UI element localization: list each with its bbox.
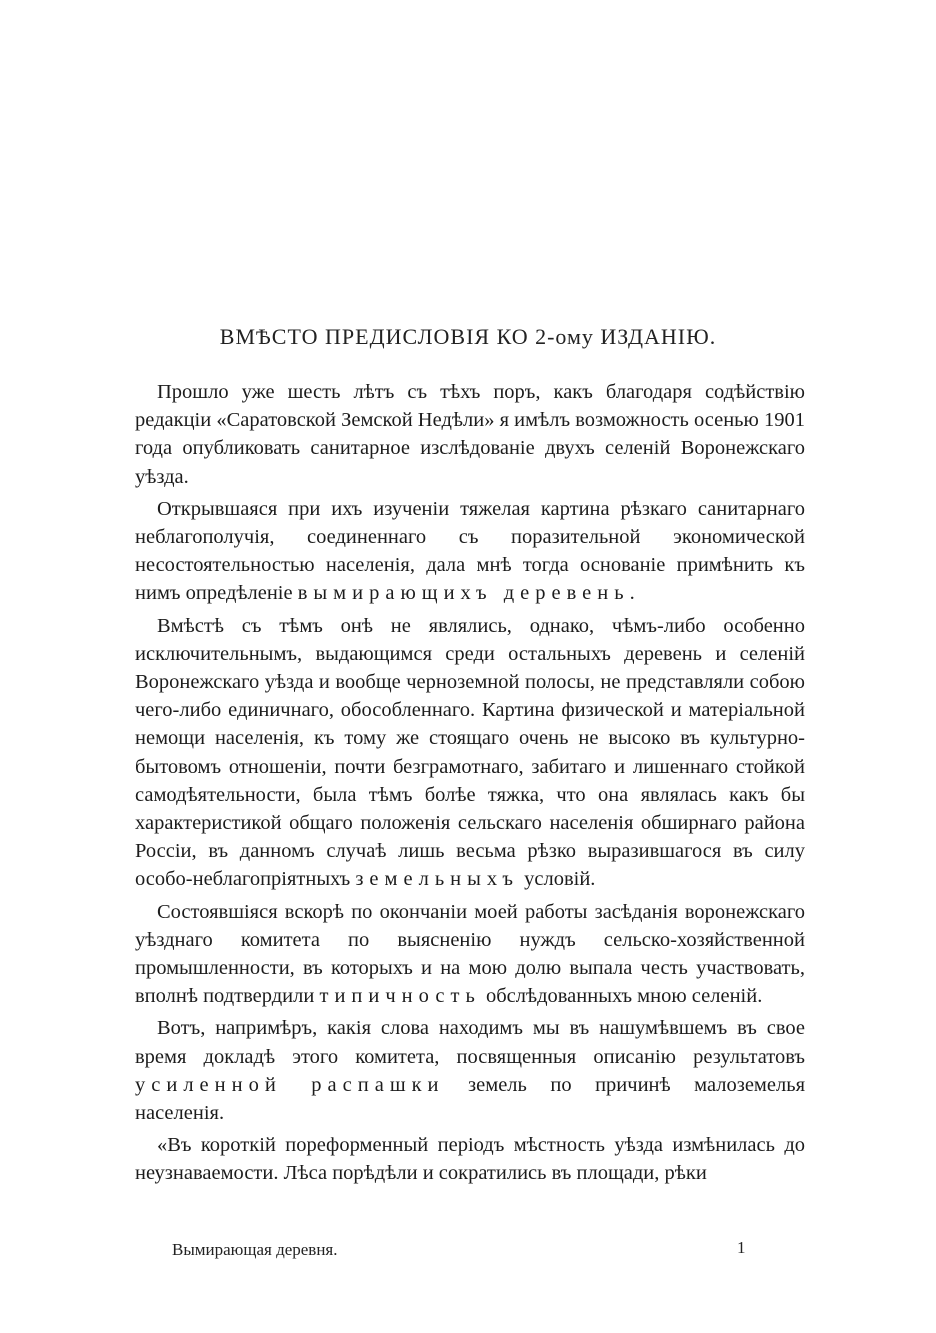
paragraph-text: Состоявшіяся вскорѣ по окончаніи моей работы засѣданія воронежскаго уѣзднаго комитета по выясненію нуждъ сельско-хозяйственной промышленности, въ которыхъ и на мою долю выпала честь участвовать, вполнѣ подтвердили [135,900,805,1008]
page-title: ВМѢСТО ПРЕДИСЛОВІЯ КО 2-ому ИЗДАНІЮ. [219,324,717,349]
paragraph-text: Вотъ, напримѣръ, какія слова находимъ мы въ нашумѣвшемъ въ свое время докладѣ этого комитета, посвященныя описанію результатовъ [135,1017,805,1068]
paragraph-text: условій. [524,868,596,891]
spaced-emphasis: земельныхъ [355,868,519,891]
paragraph-text: обслѣдованныхъ мною селеній. [485,985,763,1008]
running-footer-title: Вымирающая деревня. [172,1240,338,1259]
paragraph [135,1014,805,1127]
paragraph-text: земель по причинѣ малоземелья населенія. [135,1073,806,1125]
paragraph [135,1131,805,1187]
paragraph [135,898,805,1011]
paragraph [135,378,805,491]
spaced-emphasis: усиленной распашки [135,1073,445,1096]
spaced-emphasis: типичность [319,985,481,1008]
paragraph [135,495,805,608]
paragraph [135,612,805,894]
paragraph-text: Прошло уже шесть лѣтъ съ тѣхъ поръ, какъ благодаря содѣйствію редакціи «Саратовской Земской Недѣли» я имѣлъ возможность осенью 1901 года опубликовать санитарное изслѣдованіе двухъ селеній Воронежскаго уѣзда. [135,381,805,488]
paragraph-text: Открывшаяся при ихъ изученіи тяжелая картина рѣзкаго санитарнаго неблагополучія, соединеннаго съ поразительной экономической несостоятельностью населенія, дала мнѣ тогда основаніе примѣнить къ нимъ опредѣленіе [135,497,805,605]
page-number: 1 [737,1238,746,1257]
paragraph-text: Вмѣстѣ съ тѣмъ онѣ не являлись, однако, чѣмъ-либо особенно исключительнымъ, выдающимся среди остальныхъ деревень и селеній Воронежскаго уѣзда и вообще черноземной полосы, не представляли собою чего-либо единичнаго, обособленнаго. Картина физической и матеріальной немощи населенія, къ тому же стоящаго очень не высоко въ культурно-бытовомъ отношеніи, почти безграмотнаго, забитаго и лишеннаго стойкой самодѣятельности, была тѣмъ болѣе тяжка, что она являлась какъ бы характеристикой общаго положенія сельскаго населенія обширнаго района Россіи, въ данномъ случаѣ лишь весьма рѣзко выразившагося въ силу особо-неблагопріятныхъ [135,614,805,891]
spaced-emphasis: вымирающихъ деревень. [297,582,641,605]
paragraph-text: «Въ короткій пореформенный періодъ мѣстность уѣзда измѣнилась до неузнаваемости. Лѣса порѣдѣли и сократились въ площади, рѣки [135,1134,805,1185]
body-text [135,378,805,1192]
